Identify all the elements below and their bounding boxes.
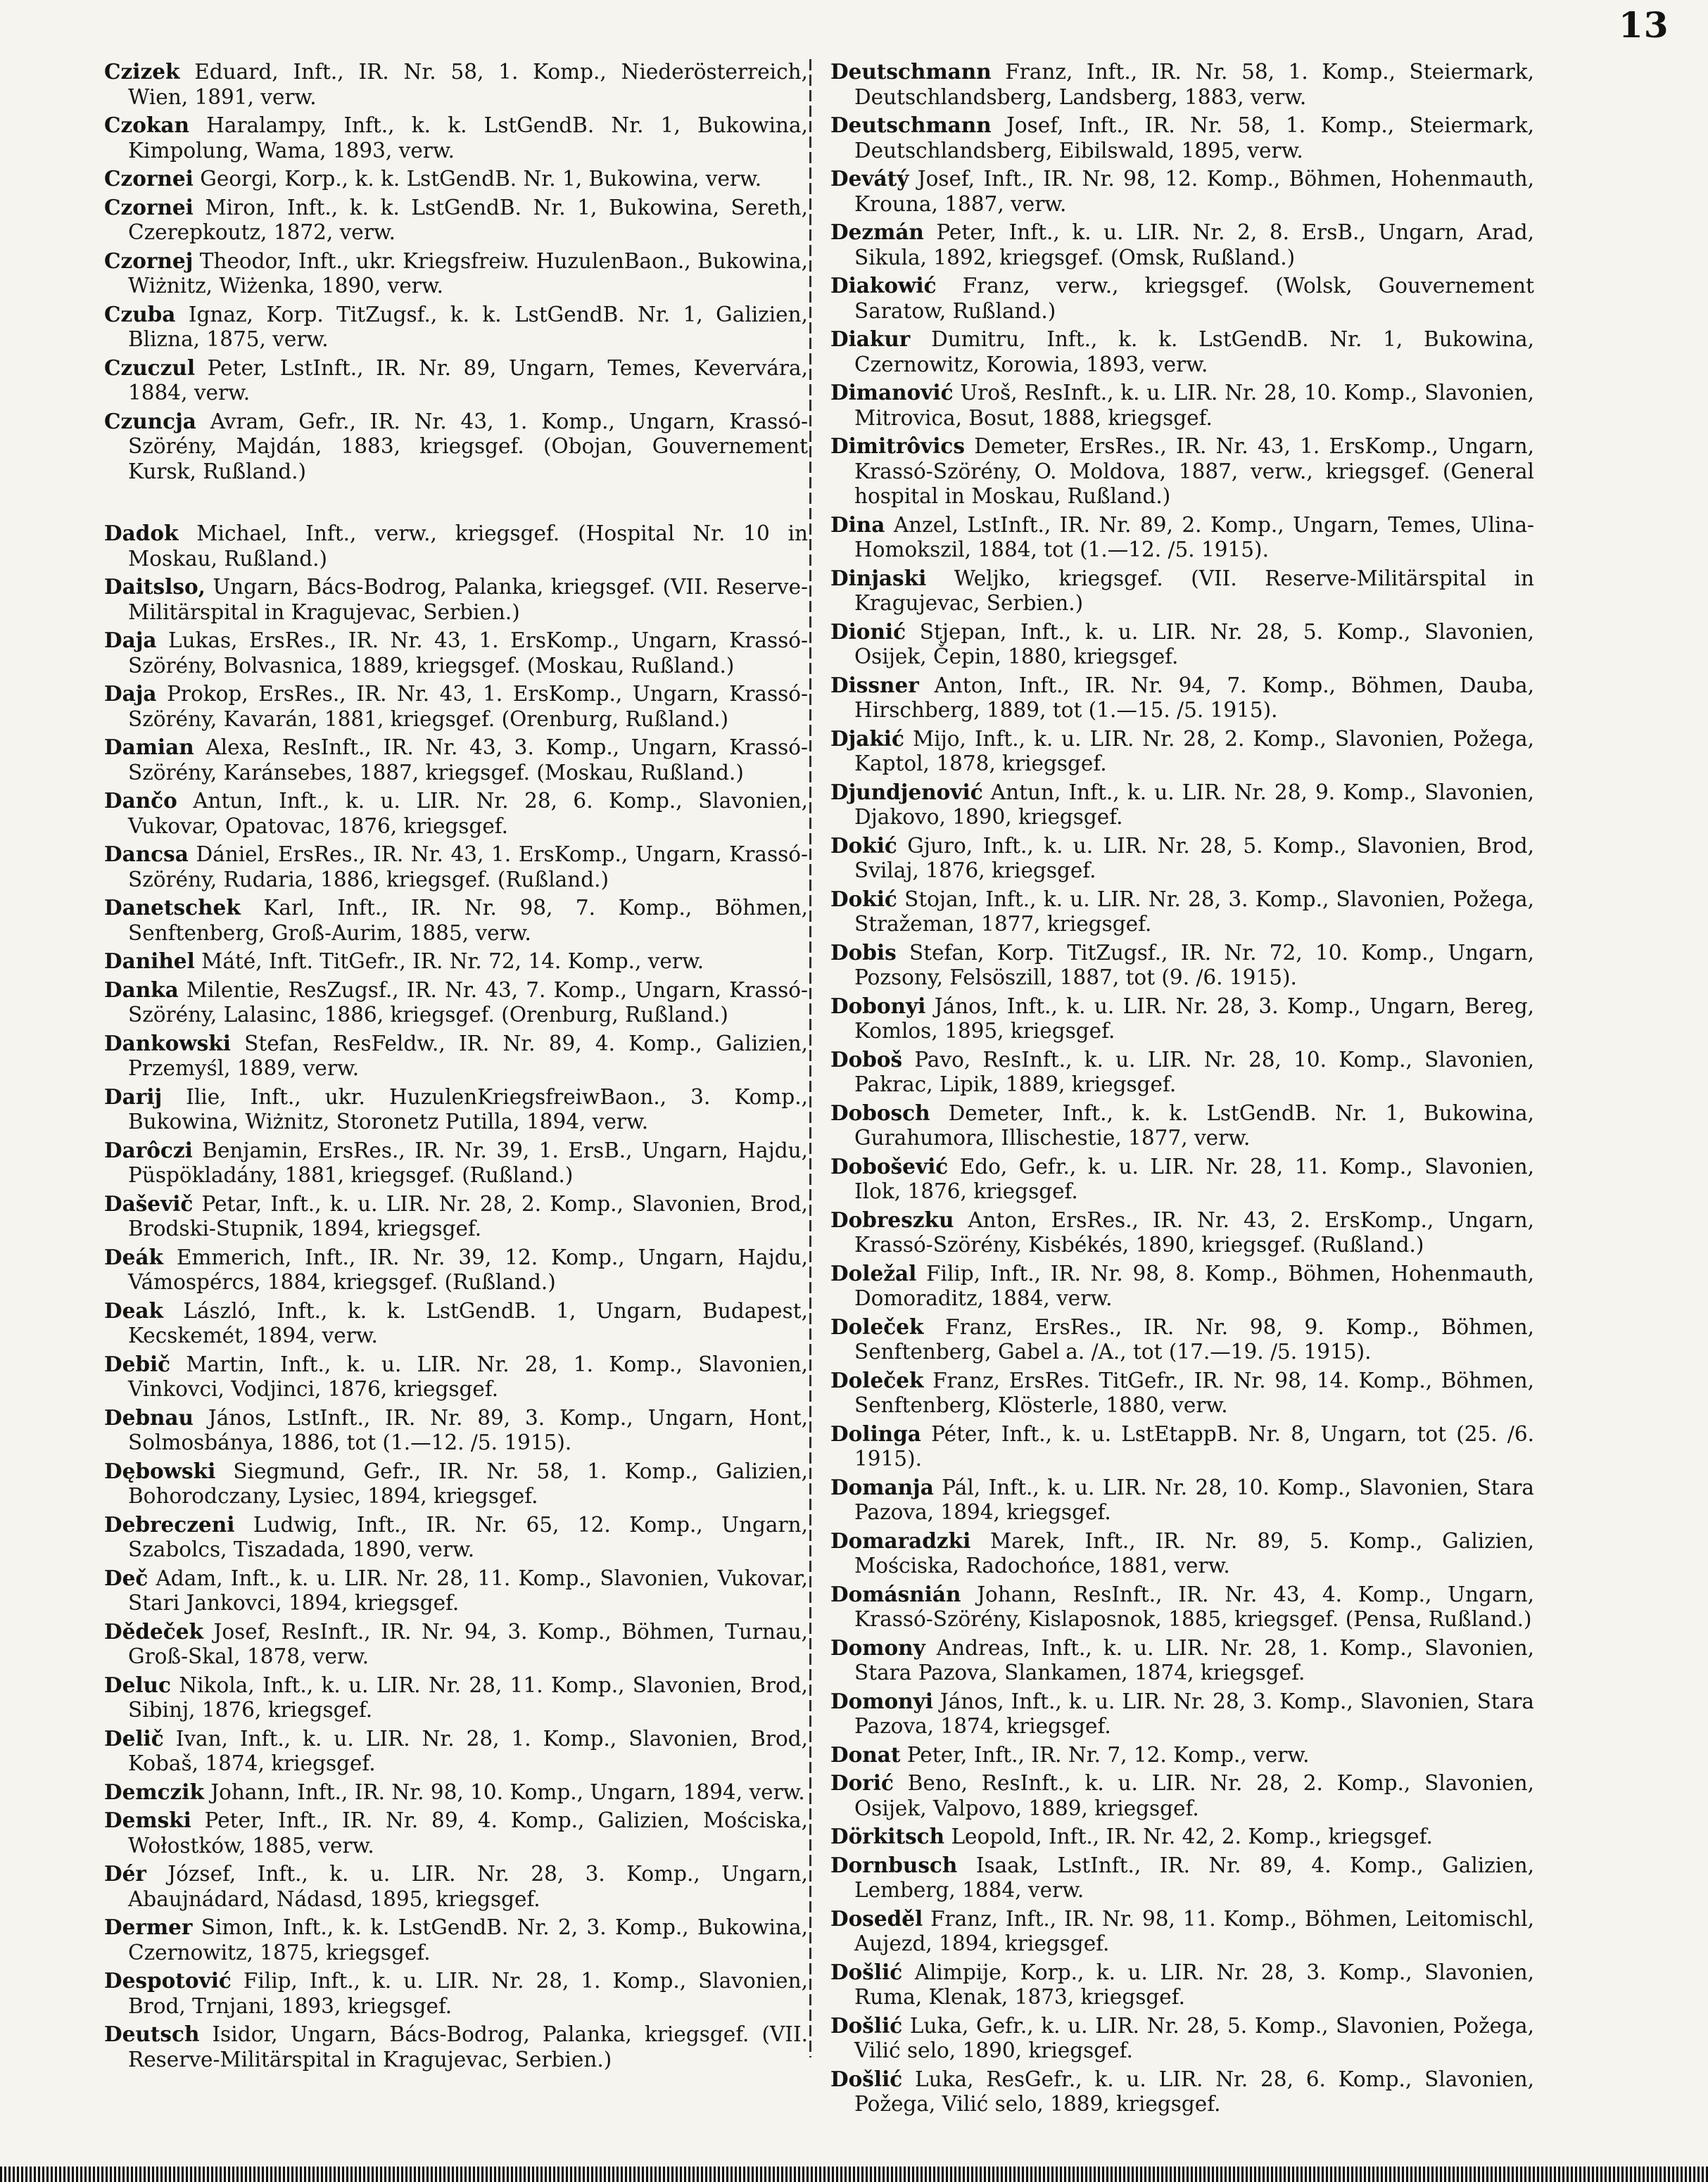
entry-surname: Domonyi xyxy=(830,1688,933,1713)
entry-surname: Czizek xyxy=(104,59,180,84)
entry-surname: Dina xyxy=(830,512,885,537)
entry-details: Karl, Inft., IR. Nr. 98, 7. Komp., Böhmen, Senftenberg, Groß-Aurim, 1885, verw. xyxy=(128,896,808,945)
entry-surname: Dokić xyxy=(830,832,897,858)
entry-details: Johann, ResInft., IR. Nr. 43, 4. Komp., Ungarn, Krassó-Szörény, Kislaposnok, 1885, kriegsgef. (Pensa, Rußland.) xyxy=(854,1582,1534,1631)
register-entry xyxy=(830,1635,1534,1686)
entry-surname: Dobošević xyxy=(830,1153,949,1179)
entry-details: Georgi, Korp., k. k. LstGendB. Nr. 1, Bukowina, verw. xyxy=(193,167,762,191)
register-entry xyxy=(830,1960,1534,2010)
entry-details: Michael, Inft., verw., kriegsgef. (Hospital Nr. 10 in Moskau, Rußland.) xyxy=(128,521,808,571)
register-entry xyxy=(104,1619,808,1670)
entry-surname: Dědeček xyxy=(104,1618,203,1644)
register-entry xyxy=(104,1861,808,1912)
register-entry xyxy=(104,166,808,192)
entry-details: Theodor, Inft., ukr. Kriegsfreiw. HuzulenBaon., Bukowina, Wiżnitz, Wiżenka, 1890, verw. xyxy=(128,248,808,298)
entry-surname: Domony xyxy=(830,1635,925,1660)
right-column xyxy=(830,59,1534,2120)
entry-details: Luka, ResGefr., k. u. LIR. Nr. 28, 6. Komp., Slavonien, Požega, Vilić selo, 1889, kriegsgef. xyxy=(854,2067,1534,2116)
entry-details: Eduard, Inft., IR. Nr. 58, 1. Komp., Niederösterreich, Wien, 1891, verw. xyxy=(128,60,808,109)
entry-details: Demeter, ErsRes., IR. Nr. 43, 1. ErsKomp., Ungarn, Krassó-Szörény, O. Moldova, 1887, verw., kriegsgef. (General hospital in Moskau, Rußland.) xyxy=(854,434,1534,508)
register-entry xyxy=(830,619,1534,670)
register-entry xyxy=(104,195,808,246)
entry-surname: Debič xyxy=(104,1351,171,1376)
entry-details: Franz, ErsRes., IR. Nr. 98, 9. Komp., Böhmen, Senftenberg, Gabel a. /A., tot (17.—19. /5. 1915). xyxy=(854,1314,1534,1364)
entry-surname: Dezmán xyxy=(830,220,924,244)
entry-details: Anton, ErsRes., IR. Nr. 43, 2. ErsKomp., Ungarn, Krassó-Szörény, Kisbékés, 1890, kriegsgef. (Rußland.) xyxy=(854,1207,1534,1257)
entry-surname: Dobonyi xyxy=(830,993,926,1018)
entry-details: Ilie, Inft., ukr. HuzulenKriegsfreiwBaon., 3. Komp., Bukowina, Wiżnitz, Storonetz Putilla, 1894, verw. xyxy=(128,1084,808,1134)
entry-details: Franz, Inft., IR. Nr. 98, 11. Komp., Böhmen, Leitomischl, Aujezd, 1894, kriegsgef. xyxy=(854,1906,1534,1955)
entry-surname: Debreczeni xyxy=(104,1511,235,1537)
entry-details: Prokop, ErsRes., IR. Nr. 43, 1. ErsKomp., Ungarn, Krassó-Szörény, Kavarán, 1881, kriegsgef. (Orenburg, Rußland.) xyxy=(128,682,808,731)
entry-details: Gjuro, Inft., k. u. LIR. Nr. 28, 5. Komp., Slavonien, Brod, Svilaj, 1876, kriegsgef. xyxy=(854,833,1534,882)
register-entry xyxy=(104,59,808,110)
entry-details: Anton, Inft., IR. Nr. 94, 7. Komp., Böhmen, Dauba, Hirschberg, 1889, tot (1.—15. /5. 1915). xyxy=(854,673,1534,722)
entry-surname: Dörkitsch xyxy=(830,1824,945,1848)
register-entry xyxy=(830,1582,1534,1632)
register-entry xyxy=(830,1689,1534,1739)
register-entry xyxy=(830,380,1534,431)
entry-surname: Dorić xyxy=(830,1770,894,1795)
entry-details: Edo, Gefr., k. u. LIR. Nr. 28, 11. Komp., Slavonien, Ilok, 1876, kriegsgef. xyxy=(854,1154,1534,1203)
entry-surname: Došlić xyxy=(830,2012,903,2038)
register-entry xyxy=(830,2067,1534,2117)
entry-surname: Delič xyxy=(104,1725,164,1751)
register-entry xyxy=(104,113,808,163)
register-entry xyxy=(830,887,1534,937)
register-entry xyxy=(104,1138,808,1188)
entry-surname: Donat xyxy=(830,1742,901,1767)
register-entry xyxy=(104,1405,808,1456)
entry-surname: Došlić xyxy=(830,2066,903,2091)
entry-details: Ungarn, Bács-Bodrog, Palanka, kriegsgef. (VII. Reserve-Militärspital in Kragujevac, Serbien.) xyxy=(128,575,808,624)
register-entry xyxy=(830,1154,1534,1205)
entry-surname: Dermer xyxy=(104,1915,193,1939)
entry-details: Stojan, Inft., k. u. LIR. Nr. 28, 3. Komp., Slavonien, Požega, Stražeman, 1877, kriegsgef. xyxy=(854,887,1534,936)
register-entry xyxy=(830,1528,1534,1579)
entry-surname: Djundjenović xyxy=(830,779,983,804)
register-entry xyxy=(104,574,808,625)
entry-surname: Diakowić xyxy=(830,273,937,298)
register-entry xyxy=(830,780,1534,830)
entry-details: Miron, Inft., k. k. LstGendB. Nr. 1, Bukowina, Sereth, Czerepkoutz, 1872, verw. xyxy=(128,195,808,244)
entry-surname: Dimitrôvics xyxy=(830,433,965,458)
entry-details: Adam, Inft., k. u. LIR. Nr. 28, 11. Komp., Slavonien, Vukovar, Stari Jankovci, 1894, kriegsgef. xyxy=(128,1566,808,1615)
entry-surname: Doleček xyxy=(830,1314,924,1339)
register-entry xyxy=(830,1047,1534,1098)
entry-surname: Daševič xyxy=(104,1191,194,1216)
register-entry xyxy=(830,1824,1534,1850)
entry-surname: Demski xyxy=(104,1808,191,1832)
entry-details: Simon, Inft., k. k. LstGendB. Nr. 2, 3. Komp., Bukowina, Czernowitz, 1875, kriegsgef. xyxy=(128,1915,808,1965)
entry-details: Franz, Inft., IR. Nr. 58, 1. Komp., Steiermark, Deutschlandsberg, Landsberg, 1883, verw. xyxy=(854,60,1534,109)
entry-surname: Demczik xyxy=(104,1779,204,1804)
entry-surname: Deak xyxy=(104,1298,163,1323)
entry-surname: Deutschmann xyxy=(830,59,992,84)
entry-details: Luka, Gefr., k. u. LIR. Nr. 28, 5. Komp., Slavonien, Požega, Vilić selo, 1890, kriegsgef. xyxy=(854,2013,1534,2062)
entry-surname: Doseděl xyxy=(830,1905,923,1931)
register-entry xyxy=(830,994,1534,1044)
entry-details: Alexa, ResInft., IR. Nr. 43, 3. Komp., Ungarn, Krassó-Szörény, Karánsebes, 1887, kriegsgef. (Moskau, Rußland.) xyxy=(128,735,808,785)
entry-surname: Dębowski xyxy=(104,1458,216,1483)
entry-details: János, Inft., k. u. LIR. Nr. 28, 3. Komp., Ungarn, Bereg, Komlos, 1895, kriegsgef. xyxy=(854,994,1534,1043)
entry-details: Josef, ResInft., IR. Nr. 94, 3. Komp., Böhmen, Turnau, Groß-Skal, 1878, verw. xyxy=(128,1619,808,1668)
register-entry xyxy=(104,1084,808,1135)
register-entry xyxy=(830,1853,1534,1903)
register-entry xyxy=(830,273,1534,324)
register-entry xyxy=(830,1906,1534,1957)
entry-surname: Dobosch xyxy=(830,1100,930,1125)
register-entry xyxy=(830,220,1534,270)
entry-surname: Danka xyxy=(104,977,179,1002)
register-entry xyxy=(830,833,1534,884)
register-entry xyxy=(104,1352,808,1402)
entry-surname: Deč xyxy=(104,1565,148,1590)
entry-surname: Došlić xyxy=(830,1959,903,1984)
register-entry xyxy=(104,2022,808,2072)
entry-details: Máté, Inft. TitGefr., IR. Nr. 72, 14. Komp., verw. xyxy=(194,949,704,973)
register-entry xyxy=(830,433,1534,509)
entry-details: Petar, Inft., k. u. LIR. Nr. 28, 2. Komp., Slavonien, Brod, Brodski-Stupnik, 1894, kriegsgef. xyxy=(128,1191,808,1241)
section-gap xyxy=(104,487,808,521)
register-entry xyxy=(830,673,1534,723)
entry-details: Alimpije, Korp., k. u. LIR. Nr. 28, 3. Komp., Slavonien, Ruma, Klenak, 1873, kriegsgef. xyxy=(854,1960,1534,2009)
register-entry xyxy=(104,1726,808,1777)
entry-surname: Domanja xyxy=(830,1474,934,1499)
register-entry xyxy=(830,166,1534,217)
entry-surname: Daitslso, xyxy=(104,574,205,599)
entry-details: Antun, Inft., k. u. LIR. Nr. 28, 9. Komp., Slavonien, Djakovo, 1890, kriegsgef. xyxy=(854,780,1534,829)
register-entry xyxy=(104,355,808,406)
register-entry xyxy=(104,977,808,1028)
entry-surname: Devátý xyxy=(830,166,909,191)
register-entry xyxy=(104,521,808,571)
register-entry xyxy=(104,1566,808,1616)
entry-surname: Damian xyxy=(104,735,194,759)
entry-surname: Dimanović xyxy=(830,380,954,405)
entry-details: Benjamin, ErsRes., IR. Nr. 39, 1. ErsB., Ungarn, Hajdu, Püspökladány, 1881, kriegsgef. (Rußland.) xyxy=(128,1138,808,1187)
register-entry xyxy=(104,248,808,299)
entry-details: Peter, Inft., IR. Nr. 89, 4. Komp., Galizien, Mościska, Wołostków, 1885, verw. xyxy=(128,1808,808,1858)
entry-details: Marek, Inft., IR. Nr. 89, 5. Komp., Galizien, Mościska, Radochońce, 1881, verw. xyxy=(854,1528,1534,1578)
entry-surname: Czornei xyxy=(104,166,194,191)
register-entry xyxy=(104,1968,808,2019)
entry-details: Ivan, Inft., k. u. LIR. Nr. 28, 1. Komp., Slavonien, Brod, Kobaš, 1874, kriegsgef. xyxy=(128,1726,808,1775)
register-entry xyxy=(830,512,1534,563)
entry-surname: Doležal xyxy=(830,1260,917,1286)
entry-surname: Domaradzki xyxy=(830,1528,971,1553)
entry-details: Dumitru, Inft., k. k. LstGendB. Nr. 1, Bukowina, Czernowitz, Korowia, 1893, verw. xyxy=(854,327,1534,376)
entry-surname: Despotović xyxy=(104,1968,232,1993)
entry-details: Isidor, Ungarn, Bács-Bodrog, Palanka, kriegsgef. (VII. Reserve-Militärspital in Kragujevac, Serbien.) xyxy=(128,2022,808,2072)
entry-surname: Doleček xyxy=(830,1367,924,1393)
register-entry xyxy=(830,1475,1534,1526)
register-entry xyxy=(830,940,1534,991)
register-entry xyxy=(104,1031,808,1082)
register-entry xyxy=(830,1207,1534,1258)
register-entry xyxy=(830,1100,1534,1151)
register-entry xyxy=(104,949,808,975)
register-entry xyxy=(104,1673,808,1723)
entry-surname: Domásnián xyxy=(830,1581,961,1606)
register-entry xyxy=(830,726,1534,777)
entry-details: Avram, Gefr., IR. Nr. 43, 1. Komp., Ungarn, Krassó-Szörény, Majdán, 1883, kriegsgef. (Obojan, Gouvernement Kursk, Rußland.) xyxy=(128,409,808,483)
entry-surname: Dornbusch xyxy=(830,1852,958,1877)
page-number: 13 xyxy=(1619,4,1669,46)
entry-surname: Dankowski xyxy=(104,1030,231,1055)
register-entry xyxy=(104,1191,808,1242)
entry-details: Stefan, Korp. TitZugsf., IR. Nr. 72, 10. Komp., Ungarn, Pozsony, Felsöszill, 1887, tot (9. /6. 1915). xyxy=(854,940,1534,989)
entry-details: Peter, LstInft., IR. Nr. 89, Ungarn, Temes, Kevervára, 1884, verw. xyxy=(128,355,808,405)
entry-surname: Czuba xyxy=(104,301,176,326)
entry-details: Mijo, Inft., k. u. LIR. Nr. 28, 2. Komp., Slavonien, Požega, Kaptol, 1878, kriegsgef. xyxy=(854,726,1534,775)
entry-surname: Dionić xyxy=(830,619,906,644)
entry-surname: Danihel xyxy=(104,949,195,973)
entry-details: Josef, Inft., IR. Nr. 58, 1. Komp., Steiermark, Deutschlandsberg, Eibilswald, 1895, verw. xyxy=(854,113,1534,163)
register-entry xyxy=(104,302,808,353)
entry-details: Stefan, ResFeldw., IR. Nr. 89, 4. Komp., Galizien, Przemyśl, 1889, verw. xyxy=(128,1031,808,1080)
entry-surname: Dér xyxy=(104,1861,146,1886)
entry-details: Stjepan, Inft., k. u. LIR. Nr. 28, 5. Komp., Slavonien, Osijek, Čepin, 1880, kriegsgef. xyxy=(854,619,1534,668)
entry-details: Peter, Inft., k. u. LIR. Nr. 2, 8. ErsB., Ungarn, Arad, Sikula, 1892, kriegsgef. (Omsk, Rußland.) xyxy=(854,220,1534,269)
left-column xyxy=(104,59,808,2075)
entry-details: Lukas, ErsRes., IR. Nr. 43, 1. ErsKomp., Ungarn, Krassó-Szörény, Bolvasnica, 1889, kriegsgef. (Moskau, Rußland.) xyxy=(128,628,808,678)
entry-surname: Deák xyxy=(104,1244,163,1269)
entry-surname: Dobis xyxy=(830,939,897,965)
entry-details: Josef, Inft., IR. Nr. 98, 12. Komp., Böhmen, Hohenmauth, Krouna, 1887, verw. xyxy=(854,167,1534,216)
entry-surname: Daja xyxy=(104,628,157,652)
entry-surname: Dančo xyxy=(104,788,177,813)
entry-details: Haralampy, Inft., k. k. LstGendB. Nr. 1, Bukowina, Kimpolung, Wama, 1893, verw. xyxy=(128,113,808,163)
entry-details: Franz, verw., kriegsgef. (Wolsk, Gouvernement Saratow, Rußland.) xyxy=(854,274,1534,323)
register-entry xyxy=(830,113,1534,163)
entry-details: János, LstInft., IR. Nr. 89, 3. Komp., Ungarn, Hont, Solmosbánya, 1886, tot (1.—12. /5. 1915). xyxy=(128,1405,808,1454)
entry-surname: Czuczul xyxy=(104,355,196,380)
entry-surname: Djakić xyxy=(830,725,904,751)
entry-details: Emmerich, Inft., IR. Nr. 39, 12. Komp., Ungarn, Hajdu, Vámospércs, 1884, kriegsgef. (Rußland.) xyxy=(128,1245,808,1294)
entry-details: Leopold, Inft., IR. Nr. 42, 2. Komp., kriegsgef. xyxy=(944,1825,1433,1848)
entry-surname: Danetschek xyxy=(104,895,241,920)
entry-surname: Diakur xyxy=(830,326,911,351)
register-entry xyxy=(830,59,1534,110)
column-divider xyxy=(809,59,811,2057)
entry-details: Andreas, Inft., k. u. LIR. Nr. 28, 1. Komp., Slavonien, Stara Pazova, Slankamen, 1874, kriegsgef. xyxy=(854,1635,1534,1685)
entry-details: Anzel, LstInft., IR. Nr. 89, 2. Komp., Ungarn, Temes, Ulina-Homokszil, 1884, tot (1.—12. /5. 1915). xyxy=(854,512,1534,562)
entry-surname: Dissner xyxy=(830,672,919,697)
register-entry xyxy=(830,1742,1534,1768)
entry-surname: Czuncja xyxy=(104,408,196,433)
entry-details: Filip, Inft., k. u. LIR. Nr. 28, 1. Komp., Slavonien, Brod, Trnjani, 1893, kriegsgef. xyxy=(128,1969,808,2018)
entry-surname: Debnau xyxy=(104,1404,194,1430)
entry-surname: Dinjaski xyxy=(830,565,927,590)
register-entry xyxy=(830,1770,1534,1821)
register-entry xyxy=(830,1261,1534,1312)
entry-surname: Darôczi xyxy=(104,1137,193,1162)
entry-surname: Czokan xyxy=(104,113,189,137)
entry-details: Nikola, Inft., k. u. LIR. Nr. 28, 11. Komp., Slavonien, Brod, Sibinj, 1876, kriegsgef. xyxy=(128,1673,808,1722)
entry-details: Péter, Inft., k. u. LstEtappB. Nr. 8, Ungarn, tot (25. /6. 1915). xyxy=(854,1421,1534,1471)
entry-surname: Daja xyxy=(104,681,157,706)
register-entry xyxy=(104,1512,808,1563)
register-entry xyxy=(104,1245,808,1295)
entry-surname: Doboš xyxy=(830,1046,903,1072)
register-entry xyxy=(104,628,808,678)
entry-surname: Deluc xyxy=(104,1672,171,1697)
entry-surname: Czornej xyxy=(104,248,194,273)
register-entry xyxy=(104,788,808,839)
entry-surname: Dadok xyxy=(104,521,179,545)
entry-details: János, Inft., k. u. LIR. Nr. 28, 3. Komp., Slavonien, Stara Pazova, 1874, kriegsgef. xyxy=(854,1689,1534,1738)
register-entry xyxy=(830,1421,1534,1472)
entry-details: Filip, Inft., IR. Nr. 98, 8. Komp., Böhmen, Hohenmauth, Domoraditz, 1884, verw. xyxy=(854,1261,1534,1310)
entry-details: Dániel, ErsRes., IR. Nr. 43, 1. ErsKomp., Ungarn, Krassó-Szörény, Rudaria, 1886, kriegsgef. (Rußland.) xyxy=(128,842,808,892)
entry-surname: Czornei xyxy=(104,194,194,220)
register-entry xyxy=(830,326,1534,377)
entry-surname: Deutschmann xyxy=(830,113,992,137)
entry-surname: Darij xyxy=(104,1084,163,1109)
entry-details: Ignaz, Korp. TitZugsf., k. k. LstGendB. Nr. 1, Galizien, Blizna, 1875, verw. xyxy=(128,302,808,351)
entry-details: Weljko, kriegsgef. (VII. Reserve-Militärspital in Kragujevac, Serbien.) xyxy=(854,566,1534,615)
register-entry xyxy=(104,842,808,892)
entry-details: Milentie, ResZugsf., IR. Nr. 43, 7. Komp., Ungarn, Krassó-Szörény, Lalasinc, 1886, kriegsgef. (Orenburg, Rußland.) xyxy=(128,977,808,1027)
register-entry xyxy=(830,566,1534,616)
register-entry xyxy=(104,681,808,732)
entry-details: Ludwig, Inft., IR. Nr. 65, 12. Komp., Ungarn, Szabolcs, Tiszadada, 1890, verw. xyxy=(128,1512,808,1561)
page-bottom-edge xyxy=(0,2167,1708,2182)
register-entry xyxy=(830,1314,1534,1365)
entry-details: László, Inft., k. k. LstGendB. 1, Ungarn, Budapest, Kecskemét, 1894, verw. xyxy=(128,1298,808,1347)
register-entry xyxy=(104,1915,808,1965)
entry-details: Antun, Inft., k. u. LIR. Nr. 28, 6. Komp., Slavonien, Vukovar, Opatovac, 1876, kriegsgef. xyxy=(128,789,808,838)
entry-details: József, Inft., k. u. LIR. Nr. 28, 3. Komp., Ungarn, Abaujnádard, Nádasd, 1895, kriegsgef. xyxy=(128,1862,808,1911)
entry-details: Demeter, Inft., k. k. LstGendB. Nr. 1, Bukowina, Gurahumora, Illischestie, 1877, verw. xyxy=(854,1100,1534,1150)
entry-details: Johann, Inft., IR. Nr. 98, 10. Komp., Ungarn, 1894, verw. xyxy=(203,1780,805,1804)
entry-details: Pál, Inft., k. u. LIR. Nr. 28, 10. Komp., Slavonien, Stara Pazova, 1894, kriegsgef. xyxy=(854,1475,1534,1524)
entry-details: Franz, ErsRes. TitGefr., IR. Nr. 98, 14. Komp., Böhmen, Senftenberg, Klösterle, 1880, verw. xyxy=(854,1368,1534,1417)
entry-surname: Dancsa xyxy=(104,842,189,866)
entry-surname: Dobreszku xyxy=(830,1207,954,1232)
entry-details: Martin, Inft., k. u. LIR. Nr. 28, 1. Komp., Slavonien, Vinkovci, Vodjinci, 1876, kriegsgef. xyxy=(128,1352,808,1401)
entry-details: Isaak, LstInft., IR. Nr. 89, 4. Komp., Galizien, Lemberg, 1884, verw. xyxy=(854,1853,1534,1902)
entry-surname: Dokić xyxy=(830,886,897,911)
entry-details: Siegmund, Gefr., IR. Nr. 58, 1. Komp., Galizien, Bohorodczany, Lysiec, 1894, kriegsgef. xyxy=(128,1459,808,1508)
register-entry xyxy=(104,1780,808,1806)
entry-details: Uroš, ResInft., k. u. LIR. Nr. 28, 10. Komp., Slavonien, Mitrovica, Bosut, 1888, kriegsgef. xyxy=(854,381,1534,430)
entry-details: Peter, Inft., IR. Nr. 7, 12. Komp., verw. xyxy=(900,1742,1310,1767)
entry-details: Beno, ResInft., k. u. LIR. Nr. 28, 2. Komp., Slavonien, Osijek, Valpovo, 1889, kriegsgef. xyxy=(854,1771,1534,1820)
register-entry xyxy=(830,2013,1534,2064)
entry-details: Pavo, ResInft., k. u. LIR. Nr. 28, 10. Komp., Slavonien, Pakrac, Lipik, 1889, kriegsgef. xyxy=(854,1047,1534,1096)
register-entry xyxy=(104,409,808,485)
entry-surname: Deutsch xyxy=(104,2022,200,2046)
register-entry xyxy=(104,895,808,946)
entry-surname: Dolinga xyxy=(830,1421,921,1446)
register-entry xyxy=(104,1808,808,1858)
register-entry xyxy=(104,1459,808,1509)
register-entry xyxy=(104,1298,808,1349)
register-entry xyxy=(104,735,808,785)
register-entry xyxy=(830,1368,1534,1419)
